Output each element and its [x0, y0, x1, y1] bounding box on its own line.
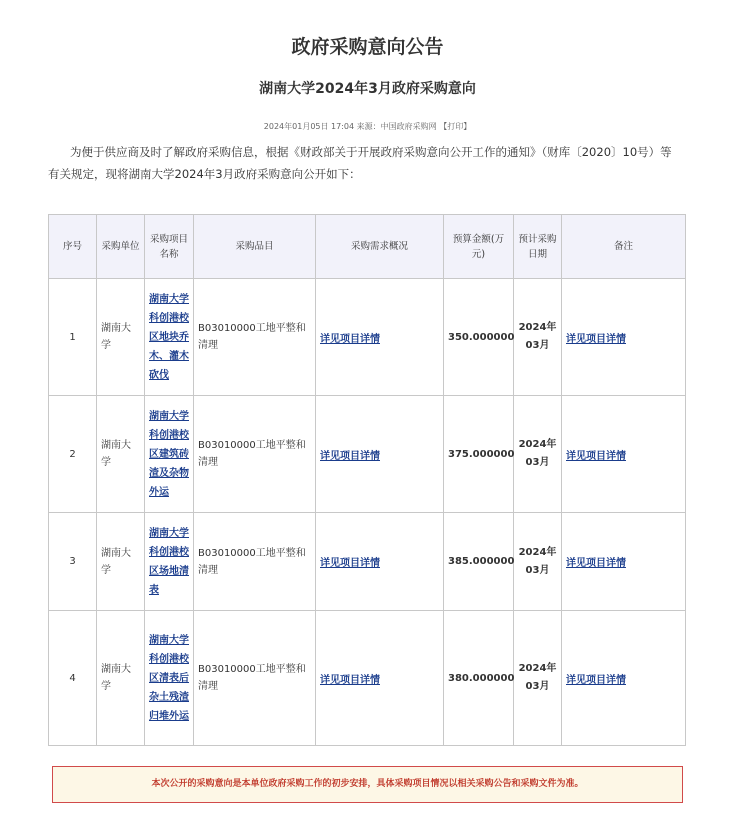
row-overview: [316, 396, 444, 513]
remark-link[interactable]: 详见项目详情: [566, 333, 626, 345]
row-unit: 湖南大学: [97, 279, 145, 396]
header-overview: 采购需求概况: [316, 215, 444, 279]
row-budget: 380.000000: [444, 611, 514, 746]
header-category: 采购品目: [194, 215, 316, 279]
header-budget: 预算金额(万元): [444, 215, 514, 279]
header-unit: 采购单位: [97, 215, 145, 279]
notice-box: 本次公开的采购意向是本单位政府采购工作的初步安排，具体采购项目情况以相关采购公告和采购文件为准。: [52, 766, 683, 803]
project-name-link[interactable]: 湖南大学科创港校区建筑砖渣及杂物外运: [149, 410, 189, 498]
row-category: B03010000工地平整和清理: [194, 513, 316, 611]
overview-link[interactable]: 详见项目详情: [320, 674, 380, 686]
publish-meta: [0, 121, 735, 132]
table-row: [49, 279, 686, 396]
row-category: B03010000工地平整和清理: [194, 279, 316, 396]
remark-link[interactable]: 详见项目详情: [566, 450, 626, 462]
header-date: 预计采购日期: [514, 215, 562, 279]
row-remark: [562, 396, 686, 513]
table-row: [49, 513, 686, 611]
row-project-name: [145, 396, 194, 513]
row-project-name: [145, 279, 194, 396]
row-budget: 385.000000: [444, 513, 514, 611]
project-name-link[interactable]: 湖南大学科创港校区地块乔木、灌木砍伐: [149, 293, 189, 381]
row-date: 2024年03月: [514, 611, 562, 746]
row-seq: 2: [49, 396, 97, 513]
table-header-row: [49, 215, 686, 279]
project-name-link[interactable]: 湖南大学科创港校区场地清表: [149, 527, 189, 596]
row-budget: 350.000000: [444, 279, 514, 396]
row-project-name: [145, 611, 194, 746]
row-remark: [562, 513, 686, 611]
row-date: 2024年03月: [514, 513, 562, 611]
publish-date: 2024年01月05日 17:04: [263, 122, 355, 131]
overview-link[interactable]: 详见项目详情: [320, 333, 380, 345]
remark-link[interactable]: 详见项目详情: [566, 674, 626, 686]
page-title: 政府采购意向公告: [291, 36, 444, 58]
row-category: B03010000工地平整和清理: [194, 396, 316, 513]
procurement-table: [48, 214, 686, 746]
row-overview: [316, 279, 444, 396]
remark-link[interactable]: 详见项目详情: [566, 558, 626, 569]
row-overview: [316, 611, 444, 746]
row-unit: 湖南大学: [97, 513, 145, 611]
row-unit: 湖南大学: [97, 396, 145, 513]
row-remark: [562, 279, 686, 396]
row-budget: 375.000000: [444, 396, 514, 513]
row-remark: [562, 611, 686, 746]
row-project-name: [145, 513, 194, 611]
row-date: 2024年03月: [514, 396, 562, 513]
table-row: [49, 396, 686, 513]
overview-link[interactable]: 详见项目详情: [320, 558, 380, 569]
row-seq: 1: [49, 279, 97, 396]
overview-link[interactable]: 详见项目详情: [320, 450, 380, 462]
intro-paragraph: 为便于供应商及时了解政府采购信息，根据《财政部关于开展政府采购意向公开工作的通知》（财库〔2020〕10号）等有关规定，现将湖南大学2024年3月政府采购意向公开如下：: [48, 145, 672, 181]
table-row: [49, 611, 686, 746]
header-seq: 序号: [49, 215, 97, 279]
page-subtitle: 湖南大学2024年3月政府采购意向: [259, 81, 476, 97]
row-date: 2024年03月: [514, 279, 562, 396]
print-link[interactable]: 【打印】: [439, 122, 472, 131]
row-category: B03010000工地平整和清理: [194, 611, 316, 746]
row-unit: 湖南大学: [97, 611, 145, 746]
row-overview: [316, 513, 444, 611]
row-seq: 4: [49, 611, 97, 746]
project-name-link[interactable]: 湖南大学科创港校区清表后杂土残渣归堆外运: [149, 634, 189, 722]
source-name: 中国政府采购网: [380, 122, 437, 131]
row-seq: 3: [49, 513, 97, 611]
header-name: 采购项目名称: [145, 215, 194, 279]
header-remark: 备注: [562, 215, 686, 279]
source-label: 来源：: [356, 122, 381, 131]
